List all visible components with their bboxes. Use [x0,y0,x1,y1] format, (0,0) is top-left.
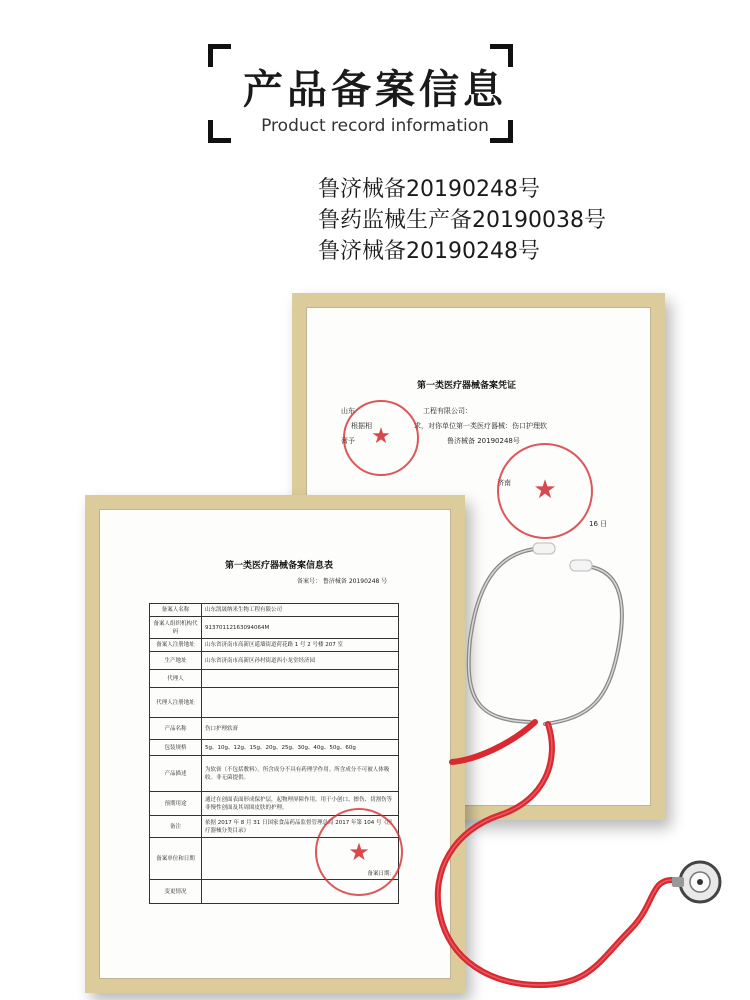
certificate-text: 求，对你单位第一类医疗器械：伤口护理软 [414,422,547,430]
table-value: 91370112163094064M [202,617,399,639]
certificate-text: 鲁济械备 20190248号 [447,437,520,445]
certificate-text: 膏予 [341,437,355,445]
info-value: 鲁济械备20190248号 [318,177,540,202]
table-label: 备案人组织机构代码 [150,617,202,639]
certificate-title: 第一类医疗器械备案凭证 [417,381,517,391]
table-value: 通过在创面表面形成保护层，起物理屏障作用。用于小创口、擦伤、切割伤等非慢性创面及其周围皮肤的护理。 [202,792,399,816]
table-value: 为软膏（不包括敷料）。所含成分不具有药理学作用。所含成分不可被人体吸收。非无菌提供。 [202,756,399,792]
table-label: 备案人注册地址 [150,639,202,652]
certificate-text: 根据相 [351,422,372,430]
table-label: 备注 [150,816,202,838]
table-value: 依据 2017 年 8 月 31 日国家食品药品监督管理总局 2017 年第 104 号《医疗器械分类目录》 [202,816,399,838]
table-label: 备案单位和日期 [150,838,202,880]
certificate-text: 工程有限公司： [423,407,472,415]
table-value: 山东省济南市高新区孙村街道西小龙堂经济园 [202,652,399,670]
table-value: 备案日期： [202,838,399,880]
page-title: 产品备案信息 [243,67,507,113]
certificate-text: 山东 [341,407,355,415]
page-subtitle: Product record information [261,116,489,136]
table-label: 备案人名称 [150,604,202,617]
table-label: 预期用途 [150,792,202,816]
table-label: 代理人注册地址 [150,688,202,718]
red-seal: ★ [343,400,419,476]
info-value: 鲁济械备20190248号 [318,239,540,264]
table-value: 山东省济南市高新区遥墙街道荷花路 1 号 2 号楼 207 室 [202,639,399,652]
table-label: 变更情况 [150,880,202,904]
table-title: 第一类医疗器械备案信息表 [225,561,334,571]
red-seal: ★ [315,808,403,896]
table-value: 山东凯晟纳米生物工程有限公司 [202,604,399,617]
table-value: 伤口护理软膏 [202,718,399,740]
table-label: 代理人 [150,670,202,688]
red-seal: ★ [497,443,593,539]
table-label: 包装规格 [150,740,202,756]
table-value: 5g、10g、12g、15g、20g、25g、30g、40g、50g、60g [202,740,399,756]
record-number: 备案号： 鲁济械备 20190248 号 [297,578,388,585]
table-label: 产品名称 [150,718,202,740]
table-label: 生产地址 [150,652,202,670]
certificate-date: 16 日 [589,520,608,528]
table-label: 产品描述 [150,756,202,792]
info-value: 鲁药监械生产备20190038号 [318,208,606,233]
certificate-text: 济南 [497,479,511,487]
